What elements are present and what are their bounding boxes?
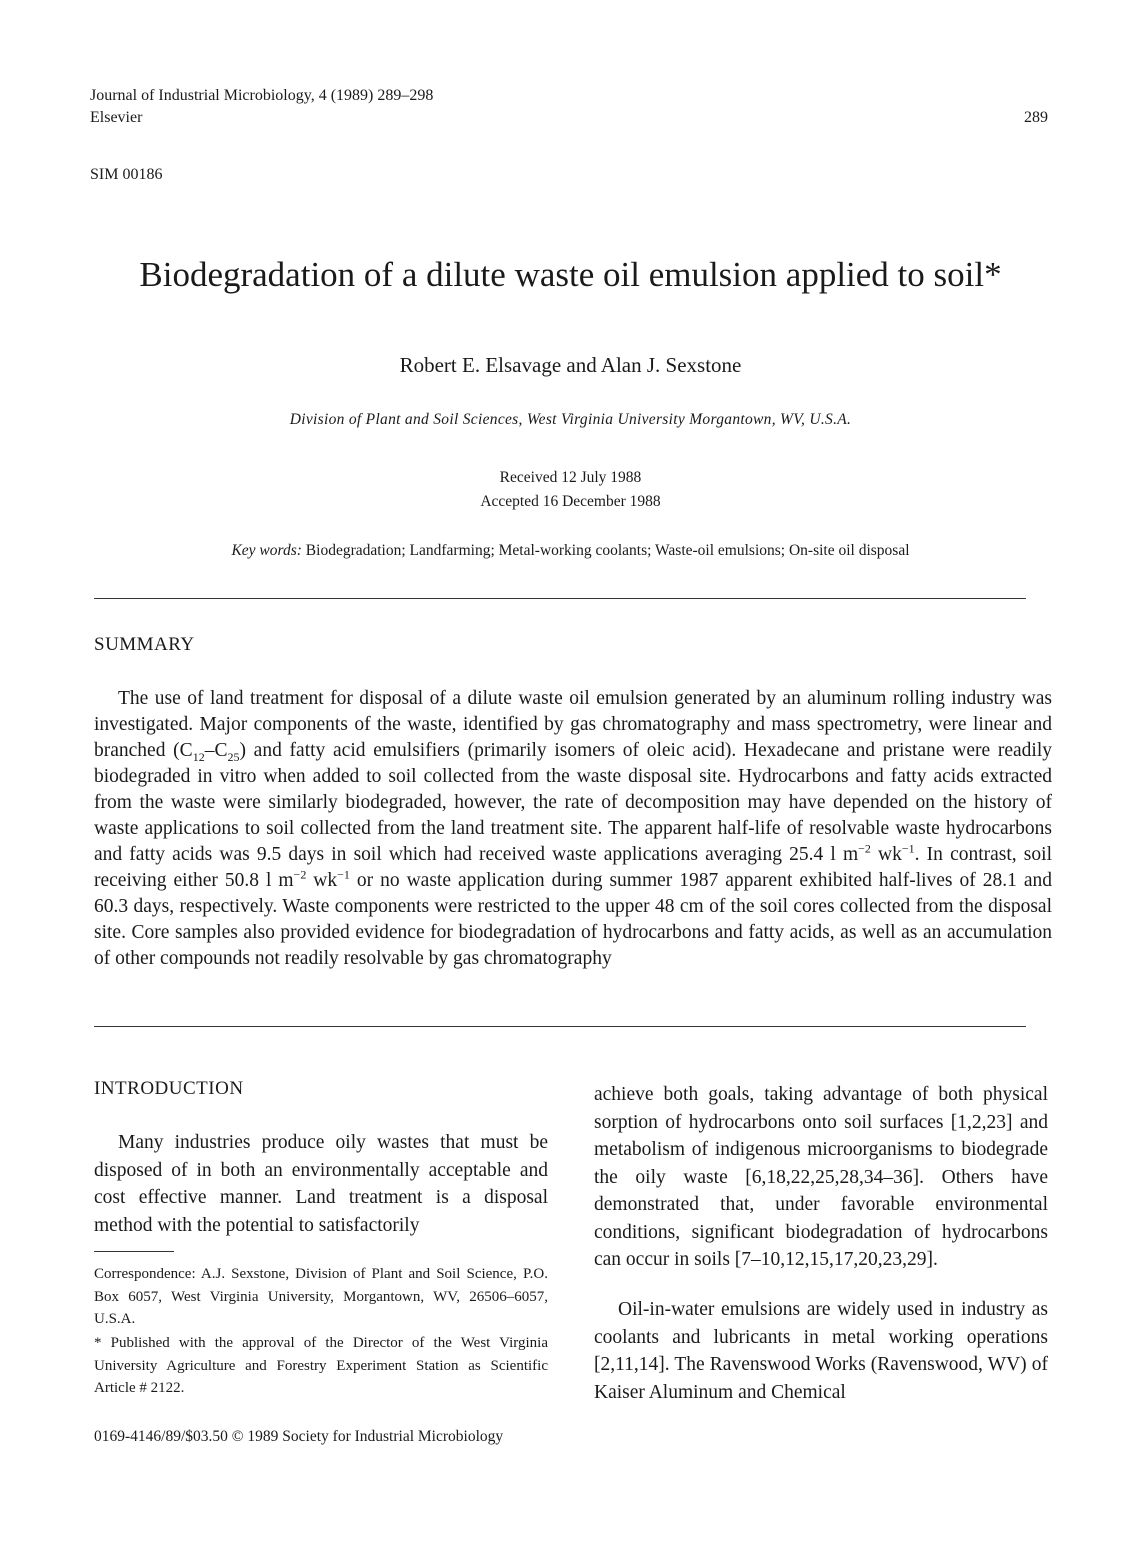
introduction-left-paragraph: Many industries produce oily wastes that must be disposed of in both an environmentally acceptable and cost effective manner. Land treatment is a disposal method with the potential to satisfactorily: [94, 1132, 548, 1236]
received-date: Received 12 July 1988: [499, 469, 642, 486]
footnote-correspondence: Correspondence: A.J. Sexstone, Division of Plant and Soil Science, P.O. Box 6057, West Virginia University, Morgantown, WV, 26506–6057, U.S.A.: [94, 1266, 548, 1327]
copyright-line: 0169-4146/89/$03.50 © 1989 Society for Industrial Microbiology: [94, 1428, 504, 1445]
paper-title: Biodegradation of a dilute waste oil emulsion applied to soil*: [139, 255, 1002, 294]
keywords-label: Key words:: [231, 542, 302, 559]
authors: Robert E. Elsavage and Alan J. Sexstone: [399, 353, 742, 377]
introduction-right-paragraph-1: achieve both goals, taking advantage of both physical sorption of hydrocarbons onto soil surfaces [1,2,23] and metabolism of indigenous microorganisms to biodegrade the oily waste [6,18,22,25,28,34–36]. Others have demonstrated that, under favorable environmental conditions, significant biodegradation of hydrocarbons can occur in soils [7–10,12,15,17,20,23,29].: [594, 1084, 1048, 1270]
footnote-divider: [94, 1251, 174, 1252]
publisher: Elsevier: [90, 109, 143, 126]
accepted-date: Accepted 16 December 1988: [480, 493, 661, 510]
divider-top: [94, 598, 1026, 599]
introduction-heading: INTRODUCTION: [94, 1078, 244, 1099]
summary-text: The use of land treatment for disposal of a dilute waste oil emulsion generated by an aluminum rolling industry was investigated. Major components of the waste, identified by gas chromatography and mass spectrometry, were linear and branched $(C_{12}-C_{25})$ and fatty acid emulsifiers (primarily isomers of oleic acid). Hexadecane and pristane were readily biodegraded in vitro when added to soil collected from the waste disposal site. Hydrocarbons and fatty acids extracted from the waste were similarly biodegraded, however, the rate of decomposition may have depended on the history of waste applications to soil collected from the land treatment site. The apparent half-life of resolvable waste hydrocarbons and fatty acids was 9.5 days in soil which had received waste applications averaging 25.4 l $m^{-2}$ $wk^{-1}$. In contrast, soil receiving either 50.8 l $m^{-2}$ $wk^{-1}$ or no waste application during summer 1987 apparent exhibited half-lives of 28.1 and 60.3 days, respectively. Waste components were restricted to the upper 48 cm of the soil cores collected from the disposal site. Core samples also provided evidence for biodegradation of hydrocarbons and fatty acids, as well as an accumulation of other compounds not readily resolvable by gas chromatography: [94, 688, 1052, 969]
keywords: [0, 542, 1141, 560]
introduction-right-paragraph-2: Oil-in-water emulsions are widely used in industry as coolants and lubricants in metal working operations [2,11,14]. The Ravenswood Works (Ravenswood, WV) of Kaiser Aluminum and Chemical: [594, 1299, 1048, 1403]
keywords-text: Biodegradation; Landfarming; Metal-working coolants; Waste-oil emulsions; On-site oil disposal: [305, 542, 910, 559]
sim-id: SIM 00186: [90, 166, 163, 183]
page-number: 289: [1024, 109, 1048, 126]
journal-citation: Journal of Industrial Microbiology, 4 (1989) 289–298: [90, 87, 434, 104]
divider-bottom: [94, 1026, 1026, 1027]
affiliation: Division of Plant and Soil Sciences, West Virginia University Morgantown, WV, U.S.A.: [289, 411, 852, 428]
footnote-approval: * Published with the approval of the Director of the West Virginia University Agriculture and Forestry Experiment Station as Scientific Article # 2122.: [94, 1335, 548, 1396]
dates: [0, 466, 1141, 514]
summary-heading: SUMMARY: [94, 634, 195, 655]
